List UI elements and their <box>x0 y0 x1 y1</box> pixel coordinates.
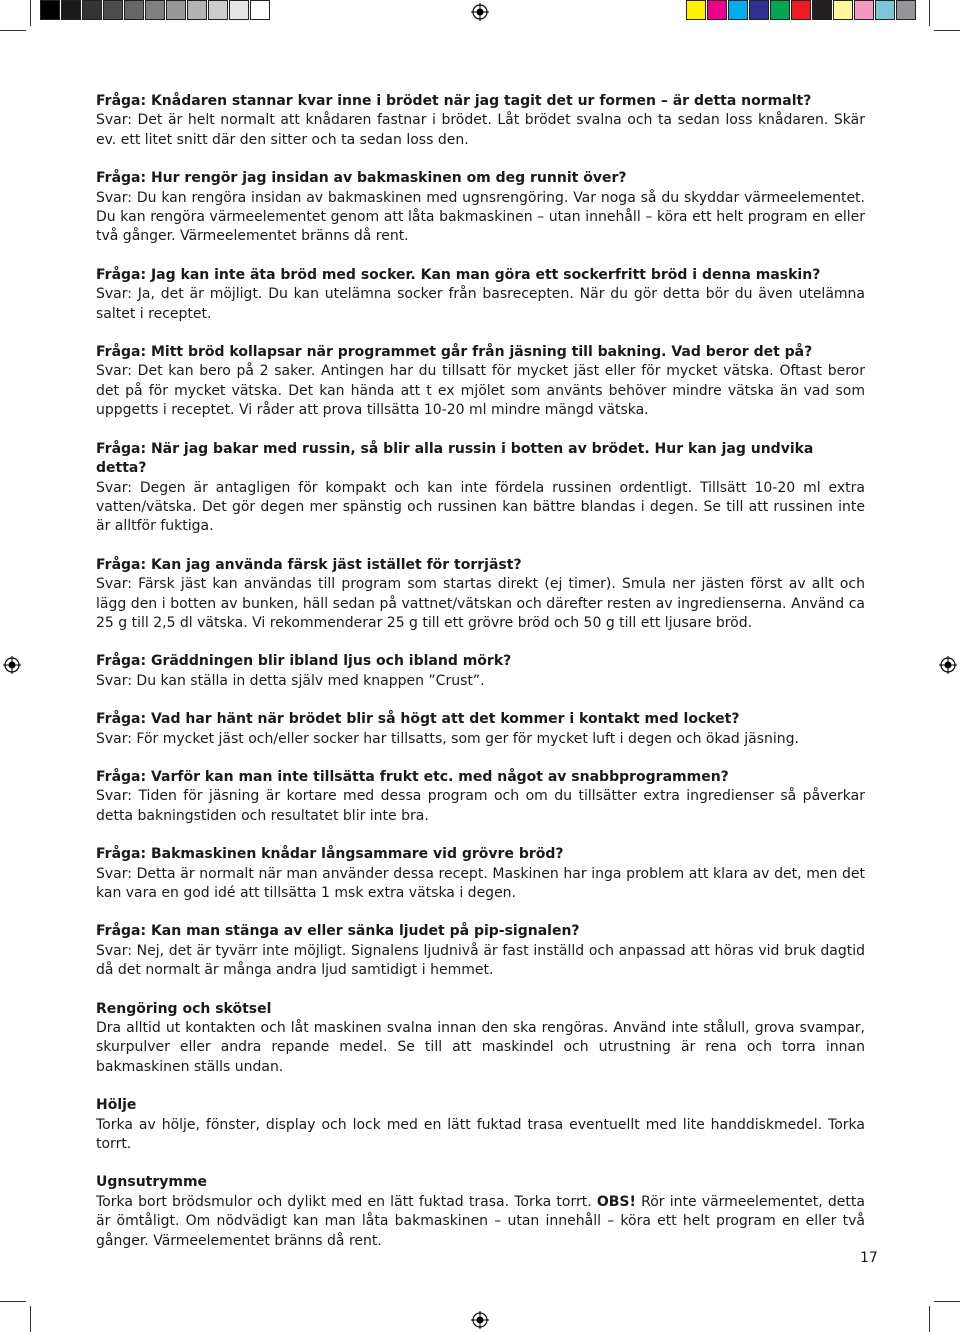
oven-text-after: Rör inte värmeelementet, detta är ömtåligt. Om nödvädigt kan man låta bakmaskinen – utan innehåll – köra ett helt program en eller två gånger. Värmeelementet bränns då rent. <box>96 1193 865 1249</box>
crop-mark <box>929 0 930 26</box>
faq-answer: Svar: Nej, det är tyvärr inte möjligt. Signalens ljudnivå är fast inställd och anpassad att höras vid bruk dagtid då det normalt är många andra ljud samtidigt i hemmet. <box>96 942 865 979</box>
faq-answer: Svar: Du kan rengöra insidan av bakmaskinen med ugnsrengöring. Var noga så du skyddar värmeelementet. Du kan rengöra värmeelementet genom att låta bakmaskinen – utan innehåll – köra ett helt program en eller två gånger. Värmeelementet bränns då rent. <box>96 189 865 245</box>
color-swatch <box>854 0 874 20</box>
color-swatch <box>208 0 228 20</box>
crop-mark <box>934 30 960 31</box>
faq-item <box>96 92 865 150</box>
faq-question: Fråga: Kan jag använda färsk jäst istället för torrjäst? <box>96 556 522 573</box>
registration-target-icon <box>471 1311 489 1329</box>
faq-question: Fråga: Hur rengör jag insidan av bakmaskinen om deg runnit över? <box>96 170 627 187</box>
crop-mark <box>0 1301 26 1302</box>
faq-answer: Svar: För mycket jäst och/eller socker har tillsatts, som ger för mycket luft i degen och ökad jäsning. <box>96 730 799 747</box>
faq-question: Fråga: Bakmaskinen knådar långsammare vid grövre bröd? <box>96 846 564 863</box>
crop-mark <box>30 1306 31 1332</box>
faq-item <box>96 652 865 691</box>
faq-item <box>96 169 865 247</box>
faq-question: Fråga: Gräddningen blir ibland ljus och ibland mörk? <box>96 653 512 670</box>
faq-item <box>96 922 865 980</box>
color-swatch <box>770 0 790 20</box>
color-swatch <box>791 0 811 20</box>
cleaning-section <box>96 1000 865 1078</box>
faq-answer: Svar: Ja, det är möjligt. Du kan utelämna socker från basrecepten. När du gör detta bör du även utelämna saltet i receptet. <box>96 286 865 322</box>
color-calibration-bar <box>686 0 917 24</box>
manual-page-content <box>96 92 865 1270</box>
oven-text-before: Torka bort brödsmulor och dylikt med en lätt fuktad trasa. Torka torrt. <box>96 1193 597 1210</box>
registration-target-icon <box>3 656 21 674</box>
faq-question: Fråga: Kan man stänga av eller sänka ljudet på pip-signalen? <box>96 923 580 940</box>
faq-item <box>96 556 865 634</box>
faq-answer: Svar: Det kan bero på 2 saker. Antingen har du tillsatt för mycket jäst eller för mycket vätska. Oftast beror det på för mycket vätska. Det kan hända att t ex mjölet som använts behöver mindre vätska än vad som uppgetts i receptet. Vi råder att prova tillsätta 10-20 ml mindre mängd vätska. <box>96 363 865 419</box>
color-swatch <box>749 0 769 20</box>
faq-item <box>96 440 865 537</box>
faq-item <box>96 710 865 749</box>
faq-question: Fråga: När jag bakar med russin, så blir alla russin i botten av brödet. Hur kan jag undvika detta? <box>96 440 814 477</box>
color-swatch <box>833 0 853 20</box>
section-heading: Hölje <box>96 1097 137 1114</box>
color-swatch <box>166 0 186 20</box>
crop-mark <box>0 30 26 31</box>
color-swatch <box>103 0 123 20</box>
page-number: 17 <box>860 1250 878 1266</box>
section-heading: Ugnsutrymme <box>96 1174 208 1191</box>
color-swatch <box>187 0 207 20</box>
color-swatch <box>707 0 727 20</box>
section-text: Torka av hölje, fönster, display och lock med en lätt fuktad trasa eventuellt med lite handdiskmedel. Torka torrt. <box>96 1116 865 1153</box>
crop-mark <box>934 1301 960 1302</box>
section-text <box>96 1193 865 1251</box>
faq-item <box>96 266 865 324</box>
faq-question: Fråga: Varför kan man inte tillsätta frukt etc. med något av snabbprogrammen? <box>96 768 729 785</box>
color-swatch <box>124 0 144 20</box>
crop-mark <box>929 1306 930 1332</box>
color-swatch <box>812 0 832 20</box>
faq-answer: Svar: Du kan ställa in detta själv med knappen ”Crust”. <box>96 672 485 689</box>
faq-item <box>96 768 865 826</box>
oven-section <box>96 1173 865 1251</box>
color-swatch <box>896 0 916 20</box>
faq-question: Fråga: Vad har hänt när brödet blir så högt att det kommer i kontakt med locket? <box>96 711 740 728</box>
housing-section <box>96 1096 865 1154</box>
faq-item <box>96 343 865 421</box>
faq-answer: Svar: Det är helt normalt att knådaren fastnar i brödet. Låt brödet svalna och ta sedan loss knådaren. Skär ev. ett litet snitt där den sitter och ta sedan loss den. <box>96 112 865 148</box>
section-text: Dra alltid ut kontakten och låt maskinen svalna innan den ska rengöras. Använd inte stålull, grova svampar, skurpulver eller andra repande medel. Se till att maskindel och utrustning är rena och torra innan bakmaskinen ställs undan. <box>96 1020 865 1075</box>
faq-answer: Svar: Färsk jäst kan användas till program som startas direkt (ej timer). Smula ner jästen först av allt och lägg den i botten av bunken, häll sedan på vattnet/vätskan och därefter resten av ingredienserna. Använd ca 25 g till 2,5 dl vätska. Vi rekommenderar 25 g till ett grövre bröd och 50 g till ett ljusare bröd. <box>96 576 865 631</box>
color-swatch <box>40 0 60 20</box>
grayscale-calibration-bar <box>40 0 271 24</box>
faq-item <box>96 845 865 903</box>
color-swatch <box>686 0 706 20</box>
warning-label: OBS! <box>596 1193 636 1210</box>
color-swatch <box>728 0 748 20</box>
section-heading: Rengöring och skötsel <box>96 1000 272 1017</box>
color-swatch <box>229 0 249 20</box>
faq-question: Fråga: Jag kan inte äta bröd med socker. Kan man göra ett sockerfritt bröd i denna maskin? <box>96 266 821 283</box>
color-swatch <box>875 0 895 20</box>
registration-target-icon <box>939 656 957 674</box>
crop-mark <box>30 0 31 26</box>
color-swatch <box>145 0 165 20</box>
registration-target-icon <box>471 3 489 21</box>
color-swatch <box>250 0 270 20</box>
faq-answer: Svar: Detta är normalt när man använder dessa recept. Maskinen har inga problem att klara av det, men det kan vara en god idé att tillsätta 1 msk extra vätska i degen. <box>96 865 865 901</box>
faq-answer: Svar: Degen är antagligen för kompakt och kan inte fördela russinen ordentligt. Tillsätt 10-20 ml extra vatten/vätska. Det gör degen mer spänstig och russinen kan bättre blandas i degen. Se till att russinen inte är alltför fuktiga. <box>96 479 865 535</box>
faq-question: Fråga: Knådaren stannar kvar inne i brödet när jag tagit det ur formen – är detta normalt? <box>96 93 812 109</box>
faq-question: Fråga: Mitt bröd kollapsar när programmet går från jäsning till bakning. Vad beror det på? <box>96 344 813 361</box>
faq-answer: Svar: Tiden för jäsning är kortare med dessa program och om du tillsätter extra ingredienser så påverkar detta bakningstiden och resultatet blir inte bra. <box>96 788 865 824</box>
color-swatch <box>82 0 102 20</box>
color-swatch <box>61 0 81 20</box>
